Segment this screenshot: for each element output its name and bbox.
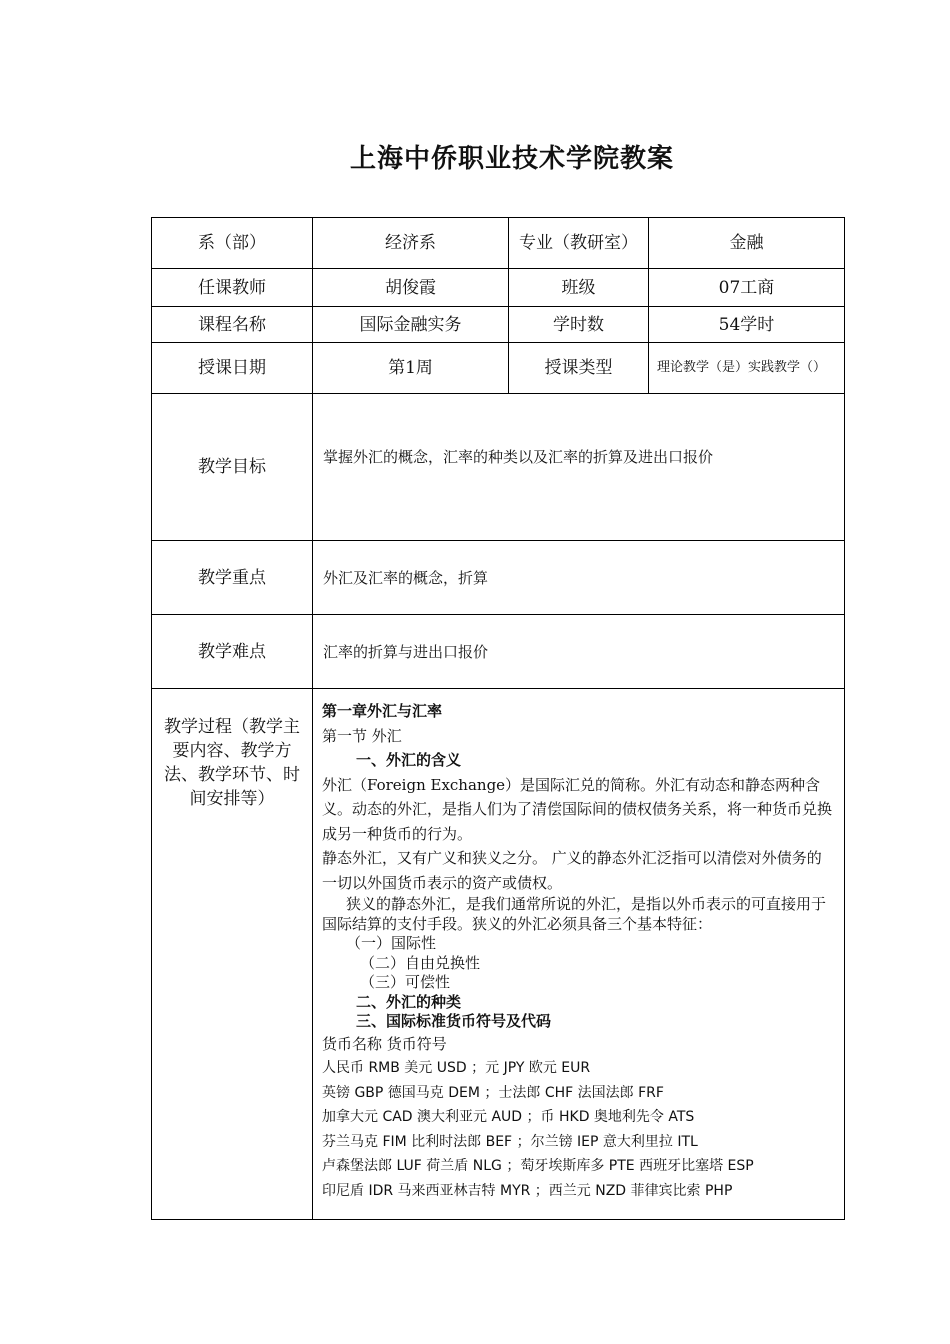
process-label: 教学过程（教学主要内容、教学方法、教学环节、时间安排等） bbox=[152, 689, 313, 1220]
currency-line-1: 人民币 RMB 美元 USD ；元 JPY 欧元 EUR bbox=[322, 1060, 591, 1076]
chapter-heading: 第一章外汇与汇率 bbox=[322, 702, 443, 720]
key-points-value: 外汇及汇率的概念，折算 bbox=[313, 541, 845, 615]
currency-line-2: 英镑 GBP 德国马克 DEM ；士法郎 CHF 法国法郎 FRF bbox=[322, 1084, 664, 1101]
key-points-label: 教学重点 bbox=[152, 541, 313, 615]
feature-3: （三）可偿性 bbox=[360, 973, 451, 991]
course-label: 课程名称 bbox=[152, 307, 313, 343]
teacher-value: 胡俊霞 bbox=[313, 269, 509, 307]
goal-label: 教学目标 bbox=[152, 394, 313, 541]
currency-line-3: 加拿大元 CAD 澳大利亚元 AUD ；币 HKD 奥地利先令 ATS bbox=[322, 1109, 695, 1125]
heading-types: 二、外汇的种类 bbox=[356, 992, 462, 1011]
difficulty-label: 教学难点 bbox=[152, 615, 313, 689]
document-title: 上海中侨职业技术学院教案 bbox=[349, 144, 674, 174]
lesson-plan-table bbox=[151, 217, 845, 1220]
paragraph-static: 静态外汇，又有广义和狭义之分。 广义的静态外汇泛指可以清偿对外债务的一切以外国货币表示的资产或债权。 bbox=[322, 849, 822, 892]
currency-columns: 货币名称 货币符号 bbox=[322, 1034, 447, 1053]
goal-value: 掌握外汇的概念，汇率的种类以及汇率的折算及进出口报价 bbox=[313, 394, 845, 541]
heading-codes: 三、国际标准货币符号及代码 bbox=[356, 1012, 552, 1030]
currency-line-4: 芬兰马克 FIM 比利时法郎 BEF ；尔兰镑 IEP 意大利里拉 ITL bbox=[322, 1133, 698, 1150]
hours-label: 学时数 bbox=[509, 307, 649, 343]
date-label: 授课日期 bbox=[152, 343, 313, 394]
feature-2: （二）自由兑换性 bbox=[360, 953, 481, 972]
hours-value: 54学时 bbox=[649, 307, 845, 343]
class-label: 班级 bbox=[509, 269, 649, 307]
dept-value: 经济系 bbox=[313, 218, 509, 269]
class-value: 07工商 bbox=[649, 269, 845, 307]
paragraph-narrow: 狭义的静态外汇，是我们通常所说的外汇，是指以外币表示的可直接用于国际结算的支付手段。狭义的外汇必须具备三个基本特征： bbox=[322, 895, 827, 933]
major-value: 金融 bbox=[649, 218, 845, 269]
date-value: 第1周 bbox=[313, 343, 509, 394]
type-label: 授课类型 bbox=[509, 343, 649, 394]
currency-line-6: 印尼盾 IDR 马来西亚林吉特 MYR ；西兰元 NZD 菲律宾比索 PHP bbox=[322, 1182, 733, 1199]
process-content bbox=[313, 689, 845, 1220]
dept-label: 系（部） bbox=[152, 218, 313, 269]
course-value: 国际金融实务 bbox=[313, 307, 509, 343]
heading-meaning: 一、外汇的含义 bbox=[356, 751, 462, 769]
feature-1: （一）国际性 bbox=[346, 934, 437, 952]
type-value: 理论教学（是）实践教学（） bbox=[649, 343, 845, 394]
teacher-label: 任课教师 bbox=[152, 269, 313, 307]
currency-line-5: 卢森堡法郎 LUF 荷兰盾 NLG ；萄牙埃斯库多 PTE 西班牙比塞塔 ESP bbox=[322, 1158, 754, 1174]
section-heading: 第一节 外汇 bbox=[322, 726, 402, 745]
difficulty-value: 汇率的折算与进出口报价 bbox=[313, 615, 845, 689]
major-label: 专业（教研室） bbox=[509, 218, 649, 269]
paragraph-dynamic: 外汇（Foreign Exchange）是国际汇兑的简称。外汇有动态和静态两种含义。动态的外汇，是指人们为了清偿国际间的债权债务关系，将一种货币兑换成另一种货币的行为。 bbox=[322, 775, 833, 843]
